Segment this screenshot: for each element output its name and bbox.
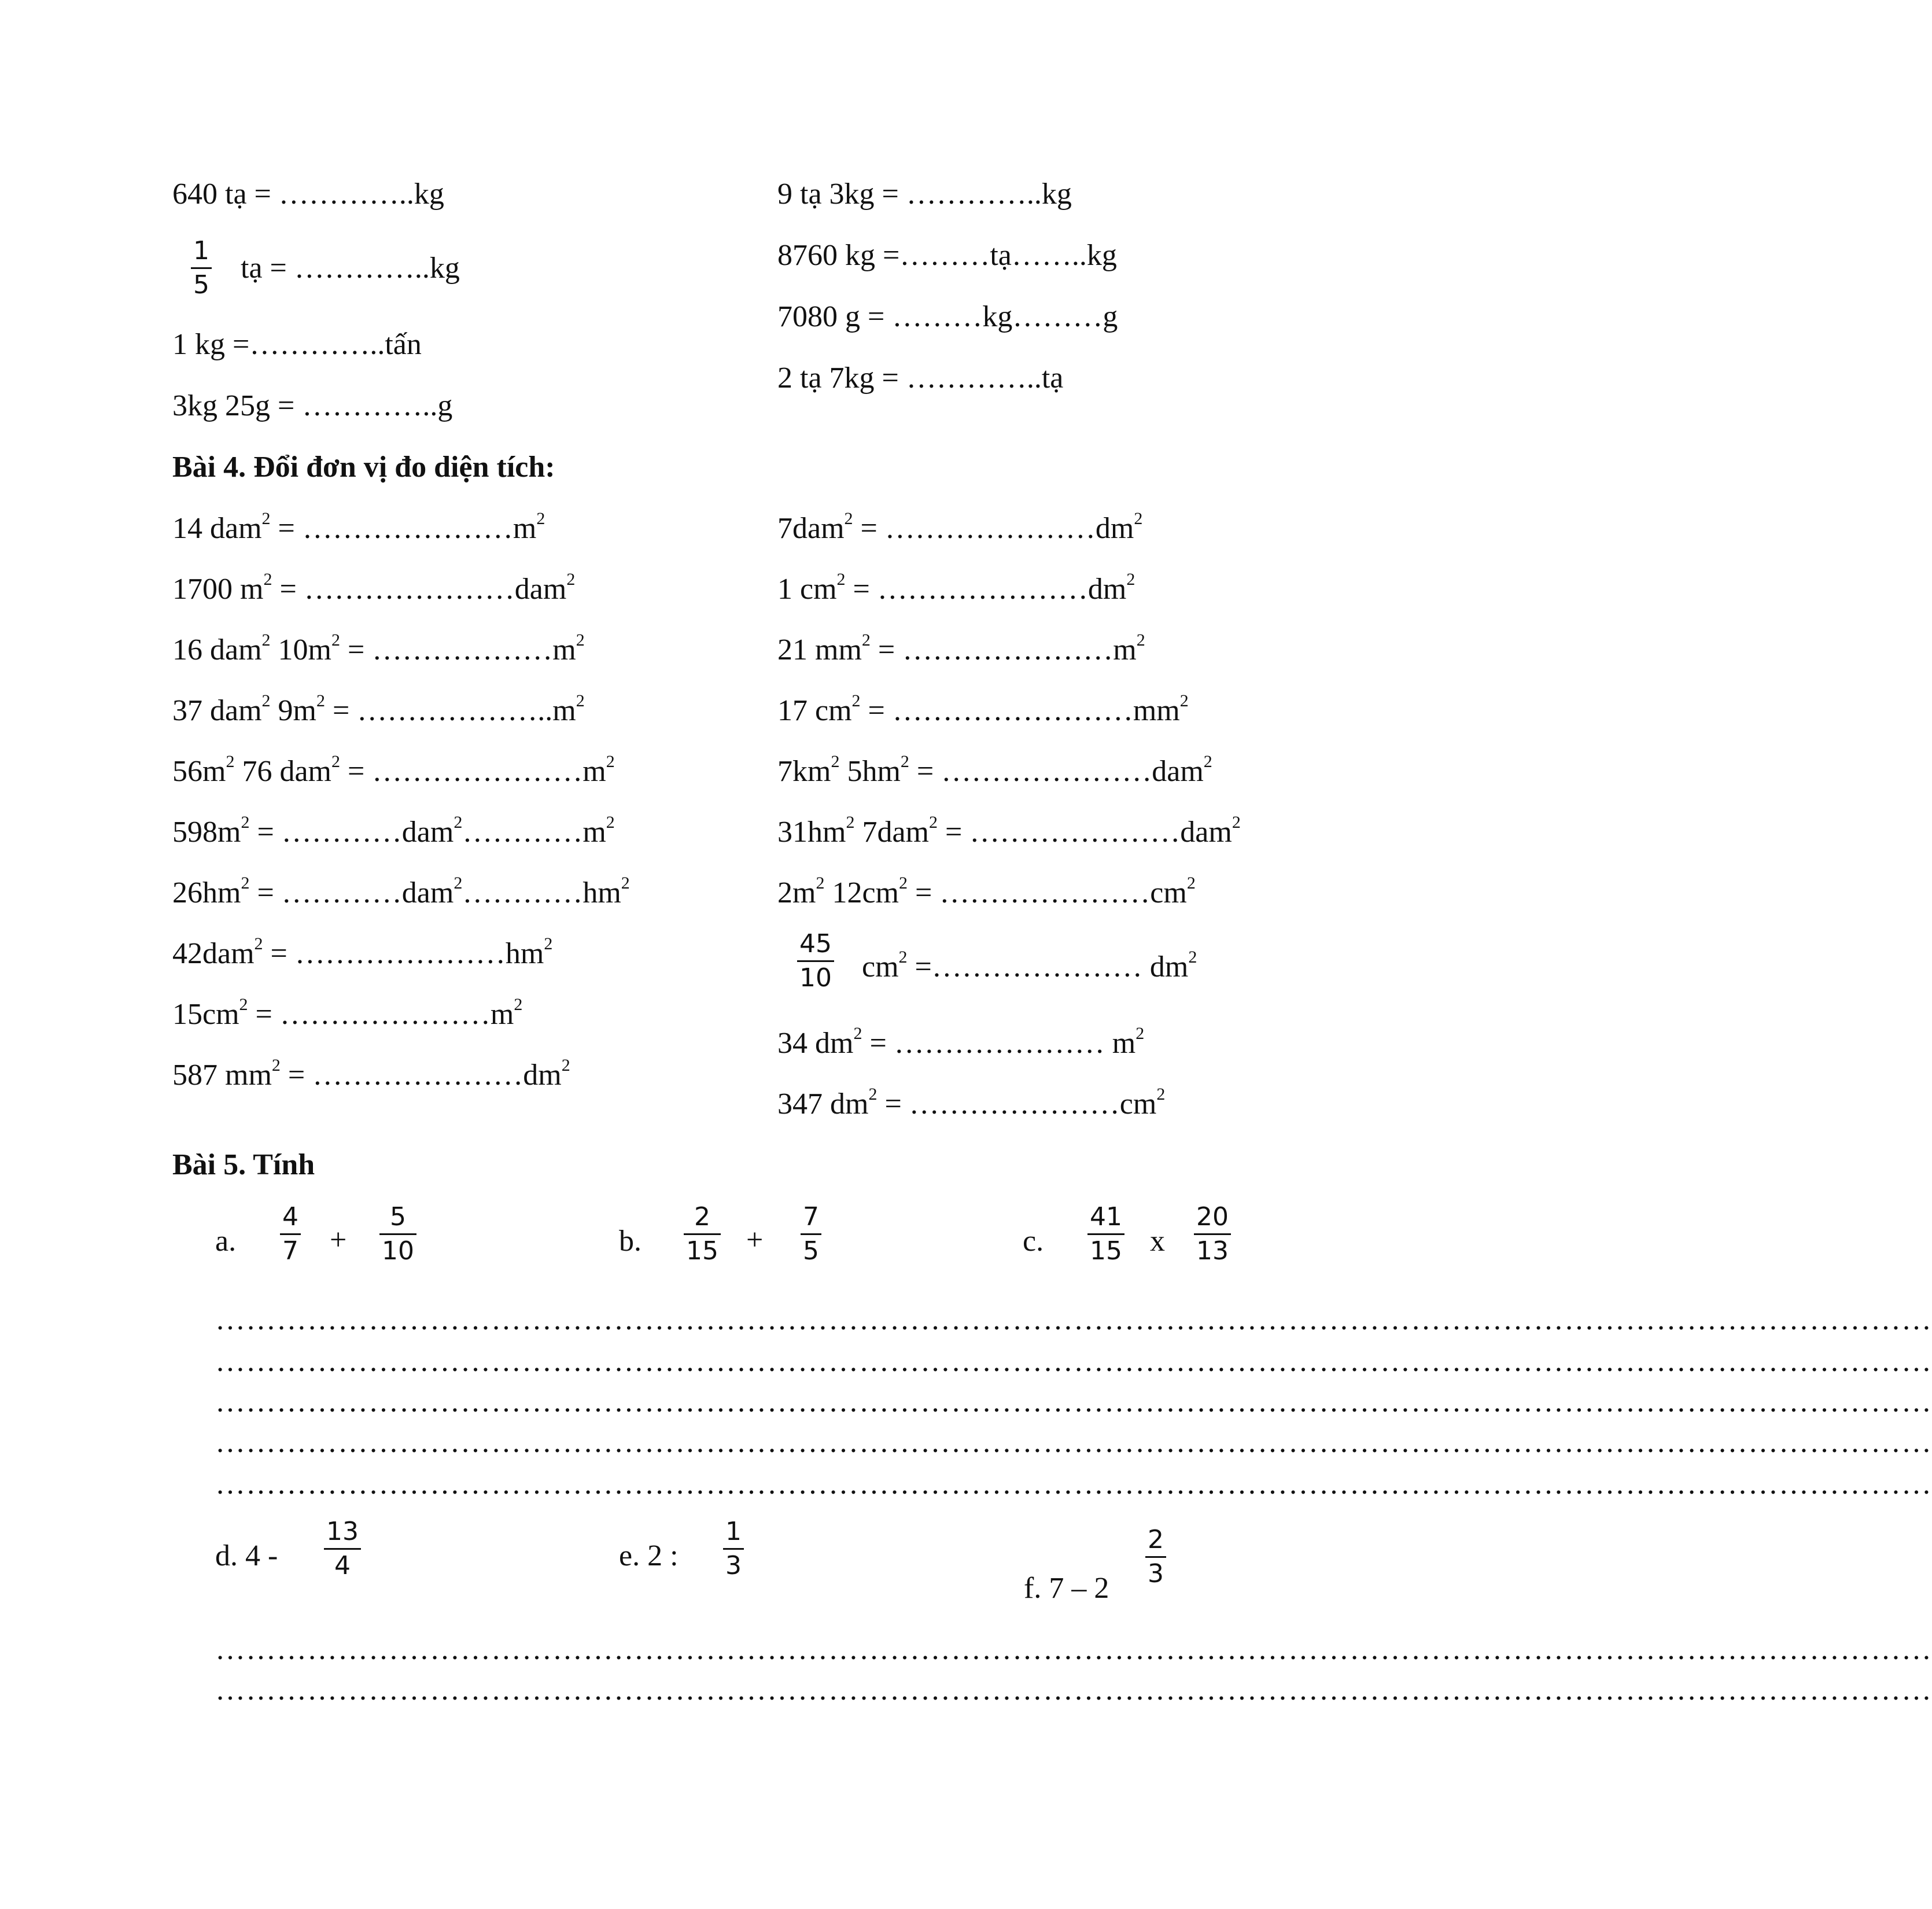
area-right-5: $7km^2$ $5hm^2$ = …………………dam$^2$ bbox=[777, 752, 1212, 788]
bai5-b-operator: + bbox=[746, 1223, 764, 1256]
bai5-f-label: f. 7 – 2 bbox=[1024, 1572, 1109, 1605]
answer-line: …………………………………………………………………………………………………………………………………………………… bbox=[215, 1674, 1932, 1707]
bai5-c-label: c. bbox=[1023, 1225, 1044, 1258]
area-right-7: $2m^2$ $12cm^2$ = $\dots\dots\dots\dots\dots\dots\dots cm^2$ bbox=[777, 874, 1196, 909]
area-left-1: 14 $dam^2 = \dots\dots\dots\dots\dots\dots\dots m^2$ bbox=[172, 509, 545, 545]
mass-item-7: 7080 g = ………kg………g bbox=[777, 300, 1118, 333]
bai5-b-fraction-2: 7 5 bbox=[801, 1204, 821, 1264]
mass-item-4: 3kg 25g = …………..g bbox=[172, 389, 453, 422]
answer-line: …………………………………………………………………………………………………………………………………………………… bbox=[215, 1303, 1932, 1336]
area-left-10: 587 $mm^2$ = $\dots\dots\dots\dots\dots\dots\dots dm^2$ bbox=[172, 1056, 570, 1092]
fraction-45-10: 45 10 bbox=[797, 931, 834, 991]
area-right-8: $cm^2$ =………………… $dm^2$ bbox=[862, 948, 1197, 983]
bai4-title: Bài 4. Đổi đơn vị đo diện tích: bbox=[172, 451, 555, 484]
bai5-title: Bài 5. Tính bbox=[172, 1148, 315, 1181]
bai5-c-operator: x bbox=[1150, 1225, 1165, 1258]
mass-item-3: 1 kg =…………..tấn bbox=[172, 328, 422, 361]
answer-line: …………………………………………………………………………………………………………………………………………………… bbox=[215, 1426, 1932, 1459]
bai5-a-fraction-2: 5 10 bbox=[379, 1204, 416, 1264]
area-left-2: 1700 $m^2$ = …………………dam$^2$ bbox=[172, 570, 576, 606]
answer-line: …………………………………………………………………………………………………………………………………………………… bbox=[215, 1385, 1932, 1418]
bai5-f-fraction: 2 3 bbox=[1145, 1527, 1166, 1587]
fraction-one-fifth: 1 5 bbox=[191, 238, 212, 298]
area-left-9: $15cm^2$ = $\dots\dots\dots\dots\dots\dots\dots m^2$ bbox=[172, 995, 523, 1031]
answer-line: …………………………………………………………………………………………………………………………………………………… bbox=[215, 1345, 1932, 1378]
bai5-d-label: d. 4 - bbox=[215, 1539, 278, 1572]
area-left-3: 16 dam$^2$ $10m^2$ = $\dots\dots\dots\dots\dots\dots m^2$ bbox=[172, 631, 585, 666]
mass-item-1: 640 tạ = …………..kg bbox=[172, 178, 444, 211]
area-right-4: 17 $cm^2$ = $\dots\dots\dots\dots\dots\dots\dots\dots mm^2$ bbox=[777, 691, 1189, 727]
area-left-7: $26hm^2$ = $\dots\dots\dots\dots dam^2\dots\dots\dots\dots hm^2$ bbox=[172, 874, 630, 909]
bai5-c-fraction-1: 41 15 bbox=[1087, 1204, 1124, 1264]
area-right-10: 347 $dm^2$ = $\dots\dots\dots\dots\dots\dots\dots cm^2$ bbox=[777, 1085, 1166, 1121]
area-right-9: 34 $dm^2$ = ………………… $m^2$ bbox=[777, 1024, 1145, 1060]
bai5-c-fraction-2: 20 13 bbox=[1194, 1204, 1231, 1264]
bai5-d-fraction: 13 4 bbox=[324, 1519, 361, 1579]
bai5-a-label: a. bbox=[215, 1225, 237, 1258]
area-left-4: 37 dam$^2$ $9m^2$ = $\dots\dots\dots\dots\dots\dots..m^2$ bbox=[172, 691, 585, 727]
mass-item-2: tạ = …………..kg bbox=[241, 252, 460, 285]
area-right-3: 21 $mm^2$ = $\dots\dots\dots\dots\dots\dots\dots m^2$ bbox=[777, 631, 1145, 666]
bai5-a-operator: + bbox=[330, 1223, 347, 1256]
area-left-5: $56m^2$ 76 $dam^2 = \dots\dots\dots\dots\dots\dots\dots m^2$ bbox=[172, 752, 615, 788]
mass-item-8: 2 tạ 7kg = …………..tạ bbox=[777, 362, 1064, 395]
area-right-1: $7dam^2 = \dots\dots\dots\dots\dots\dots\dots dm^2$ bbox=[777, 509, 1143, 545]
mass-item-6: 8760 kg =………tạ……..kg bbox=[777, 239, 1117, 272]
area-left-8: $42dam^2 = \dots\dots\dots\dots\dots\dots\dots hm^2$ bbox=[172, 934, 553, 970]
bai5-a-fraction-1: 4 7 bbox=[280, 1204, 301, 1264]
area-right-2: 1 $cm^2$ = $\dots\dots\dots\dots\dots\dots\dots dm^2$ bbox=[777, 570, 1135, 606]
bai5-b-fraction-1: 2 15 bbox=[684, 1204, 721, 1264]
bai5-e-fraction: 1 3 bbox=[723, 1519, 744, 1579]
answer-line: …………………………………………………………………………………………………………………………………………………… bbox=[215, 1468, 1932, 1501]
bai5-b-label: b. bbox=[619, 1225, 641, 1258]
mass-item-5: 9 tạ 3kg = …………..kg bbox=[777, 178, 1072, 211]
area-left-6: $598m^2$ = $\dots\dots\dots\dots dam^2\dots\dots\dots\dots m^2$ bbox=[172, 813, 615, 849]
bai5-e-label: e. 2 : bbox=[619, 1539, 679, 1572]
area-right-6: $31hm^2$ 7dam$^2$ = …………………dam$^2$ bbox=[777, 813, 1241, 849]
answer-line: …………………………………………………………………………………………………………………………………………………… bbox=[215, 1633, 1932, 1666]
